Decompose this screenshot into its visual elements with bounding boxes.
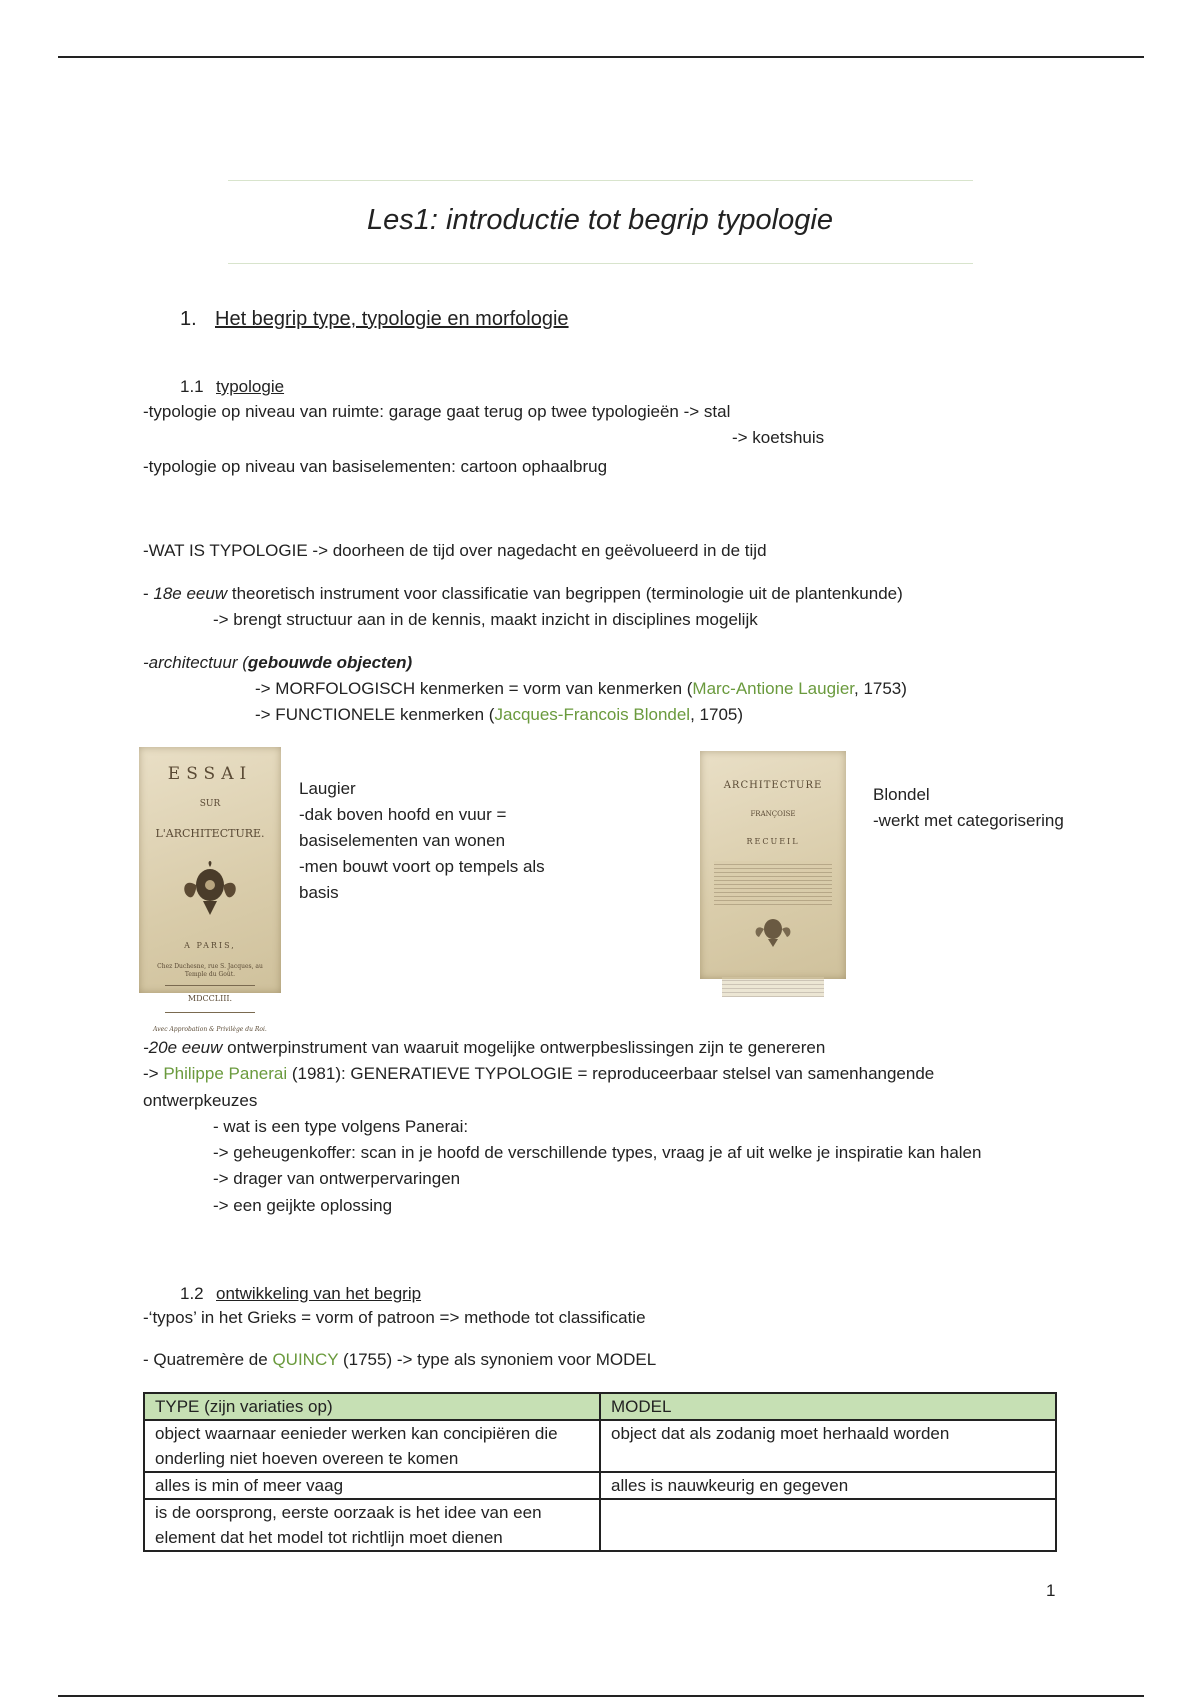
author-name: Marc-Antione Laugier bbox=[692, 679, 854, 698]
paragraph-line bbox=[143, 650, 412, 676]
paragraph-line bbox=[143, 1347, 656, 1373]
text-fragment: , 1705) bbox=[690, 705, 744, 724]
paragraph-line bbox=[143, 1035, 825, 1061]
section-label: Het begrip type, typologie en morfologie bbox=[215, 308, 569, 330]
author-name: Philippe Panerai bbox=[163, 1064, 288, 1083]
document-title: Les1: introductie tot begrip typologie bbox=[367, 204, 833, 236]
paragraph-line: -> geheugenkoffer: scan in je hoofd de verschillende types, vraag je af uit welke je inspiratie kan halen bbox=[213, 1143, 982, 1162]
book-year: MDCCLIII. bbox=[165, 985, 255, 1013]
book-imprint-lines bbox=[722, 977, 824, 997]
table-row bbox=[144, 1420, 1056, 1472]
type-model-table bbox=[143, 1392, 1057, 1552]
paragraph-line bbox=[255, 702, 743, 728]
title-rule-bottom bbox=[228, 263, 973, 264]
ornament-icon bbox=[175, 857, 245, 917]
subsection-number: 1.2 bbox=[180, 1284, 204, 1303]
text-fragment: - Quatremère de bbox=[143, 1350, 273, 1369]
title-rule-top bbox=[228, 180, 973, 181]
table-header-row bbox=[144, 1393, 1056, 1420]
emphasis-text: 18e eeuw bbox=[153, 584, 228, 603]
book-recueil: RECUEIL bbox=[746, 837, 800, 846]
table-cell: object dat als zodanig moet herhaald worden bbox=[600, 1420, 1056, 1472]
blondel-book-cover bbox=[700, 751, 846, 979]
table-cell bbox=[600, 1499, 1056, 1551]
caption-line: basiselementen van wonen bbox=[299, 831, 506, 850]
text-fragment: (1981): GENERATIEVE TYPOLOGIE = reproduceerbaar stelsel van samenhangende bbox=[287, 1064, 935, 1083]
paragraph-line: -> drager van ontwerpervaringen bbox=[213, 1169, 461, 1188]
text-fragment: , 1753) bbox=[854, 679, 907, 698]
blondel-caption bbox=[873, 782, 1064, 834]
paragraph-line: - wat is een type volgens Panerai: bbox=[213, 1117, 469, 1136]
caption-line: -men bouwt voort op tempels als bbox=[299, 857, 545, 876]
text-fragment: ontwerpinstrument van waaruit mogelijke ontwerpbeslissingen zijn te genereren bbox=[222, 1038, 826, 1057]
subsection-label: ontwikkeling van het begrip bbox=[216, 1284, 422, 1303]
paragraph-line: -typologie op niveau van ruimte: garage gaat terug op twee typologieën -> stal bbox=[143, 402, 731, 421]
paragraph-line bbox=[143, 1061, 934, 1087]
text-fragment: - bbox=[143, 584, 154, 603]
caption-line: basis bbox=[299, 883, 339, 902]
book-city: A PARIS, bbox=[184, 941, 236, 950]
emphasis-text: -architectuur ( bbox=[143, 653, 248, 672]
book-subtitle: L'ARCHITECTURE. bbox=[155, 827, 265, 840]
bold-emphasis-text: gebouwde objecten) bbox=[247, 653, 413, 672]
table-header-cell: MODEL bbox=[600, 1393, 1056, 1420]
book-title: ARCHITECTURE bbox=[723, 780, 823, 791]
paragraph-line: ontwerpkeuzes bbox=[143, 1091, 258, 1110]
table-cell: alles is min of meer vaag bbox=[144, 1472, 600, 1499]
table-cell: alles is nauwkeurig en gegeven bbox=[600, 1472, 1056, 1499]
book-title: ESSAI bbox=[167, 764, 253, 784]
table-cell: is de oorsprong, eerste oorzaak is het idee van een element dat het model tot richtlijn moet dienen bbox=[144, 1499, 600, 1551]
table-row bbox=[144, 1499, 1056, 1551]
paragraph-line bbox=[255, 676, 907, 702]
text-fragment: (1755) -> type als synoniem voor MODEL bbox=[338, 1350, 657, 1369]
ornament-icon bbox=[751, 913, 795, 947]
subsection-label: typologie bbox=[216, 377, 285, 396]
author-name: QUINCY bbox=[272, 1350, 339, 1369]
paragraph-line: -‘typos’ in het Grieks = vorm of patroon => methode tot classificatie bbox=[143, 1308, 646, 1327]
subsection-1-1-heading bbox=[180, 374, 284, 400]
section-number: 1. bbox=[180, 308, 197, 330]
table-row bbox=[144, 1472, 1056, 1499]
book-publisher: Chez Duchesne, rue S. Jacques, au Temple du Goût. bbox=[157, 963, 263, 978]
laugier-caption bbox=[299, 776, 545, 906]
book-sur: SUR bbox=[199, 799, 221, 809]
paragraph-line: -> brengt structuur aan in de kennis, maakt inzicht in disciplines mogelijk bbox=[213, 610, 758, 629]
author-name: Jacques-Francois Blondel bbox=[494, 705, 691, 724]
paragraph-line: -typologie op niveau van basiselementen: cartoon ophaalbrug bbox=[143, 457, 608, 476]
book-text-lines bbox=[714, 861, 832, 905]
text-fragment: -> MORFOLOGISCH kenmerken = vorm van kenmerken ( bbox=[255, 679, 693, 698]
emphasis-text: -20e eeuw bbox=[143, 1038, 223, 1057]
paragraph-line: -> een geijkte oplossing bbox=[213, 1196, 393, 1215]
text-fragment: theoretisch instrument voor classificatie van begrippen (terminologie uit de plantenkunde) bbox=[227, 584, 903, 603]
paragraph-line: -> koetshuis bbox=[732, 428, 825, 447]
book-privilege: Avec Approbation & Privilège du Roi. bbox=[153, 1026, 267, 1033]
table-cell: object waarnaar eenieder werken kan concipiëren die onderling niet hoeven overeen te komen bbox=[144, 1420, 600, 1472]
text-fragment: -> FUNCTIONELE kenmerken ( bbox=[255, 705, 495, 724]
paragraph-line: -WAT IS TYPOLOGIE -> doorheen de tijd over nagedacht en geëvolueerd in de tijd bbox=[143, 541, 767, 560]
paragraph-line bbox=[143, 581, 903, 607]
text-fragment: -> bbox=[143, 1064, 164, 1083]
top-rule bbox=[58, 56, 1144, 58]
subsection-1-2-heading bbox=[180, 1281, 421, 1307]
caption-name: Blondel bbox=[873, 785, 930, 804]
bottom-rule bbox=[58, 1695, 1144, 1697]
caption-name: Laugier bbox=[299, 779, 356, 798]
caption-line: -dak boven hoofd en vuur = bbox=[299, 805, 507, 824]
page-number: 1 bbox=[1046, 1581, 1056, 1600]
subsection-number: 1.1 bbox=[180, 377, 204, 396]
book-subtitle: FRANÇOISE bbox=[750, 810, 796, 818]
laugier-book-cover bbox=[139, 747, 281, 1033]
table-header-cell: TYPE (zijn variaties op) bbox=[144, 1393, 600, 1420]
caption-line: -werkt met categorisering bbox=[873, 811, 1064, 830]
section-1-heading bbox=[180, 304, 569, 334]
